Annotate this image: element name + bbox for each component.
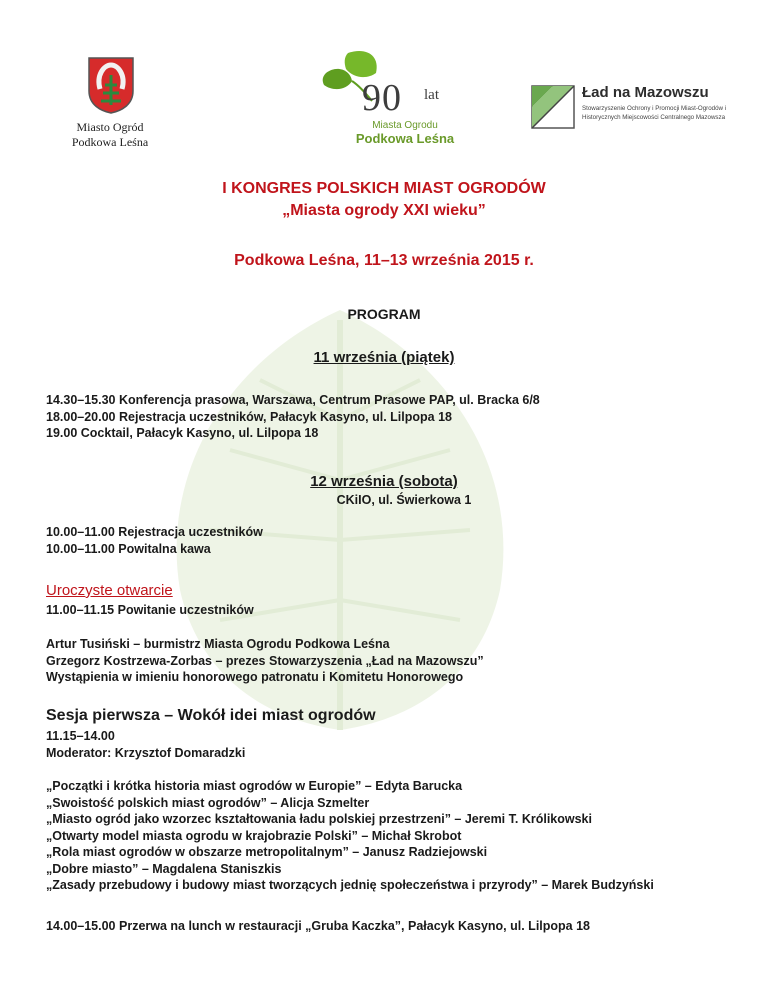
- list-item: 14.00–15.00 Przerwa na lunch w restauracji „Gruba Kaczka”, Pałacyk Kasyno, ul. Lilpopa 18: [46, 919, 590, 933]
- ninety-number: 90: [362, 77, 402, 119]
- list-item: 10.00–11.00 Rejestracja uczestników: [46, 525, 263, 539]
- list-item: 18.00–20.00 Rejestracja uczestników, Pałacyk Kasyno, ul. Lilpopa 18: [46, 409, 452, 424]
- right-logo-title: Ład na Mazowszu: [582, 84, 709, 101]
- list-item: „Początki i krótka historia miast ogrodów w Europie” – Edyta Barucka: [46, 779, 463, 793]
- list-item: 11.00–11.15 Powitanie uczestników: [46, 603, 254, 617]
- lat-label: lat: [424, 87, 439, 103]
- session1-talks: [46, 778, 654, 894]
- list-item: „Dobre miasto” – Magdalena Staniszkis: [46, 861, 282, 876]
- right-logo-subtitle: Stowarzyszenie Ochrony i Promocji Miast-Ogrodów i Historycznych Miejscowości Centralnego Mazowsza: [582, 105, 727, 121]
- session-moderator: Moderator: Krzysztof Domaradzki: [46, 745, 246, 760]
- session1-meta: [46, 728, 245, 761]
- lad-na-mazowszu-icon: [531, 85, 575, 129]
- program-heading: PROGRAM: [347, 306, 421, 322]
- list-item: „Otwarty model miasta ogrodu w krajobrazie Polski” – Michał Skrobot: [46, 828, 462, 843]
- day1-heading: 11 września (piątek): [313, 349, 455, 366]
- list-item: „Zasady przebudowy i budowy miast tworzących jednię społeczeństwa i przyrody” – Marek Budzyński: [46, 878, 654, 892]
- session-time: 11.15–14.00: [46, 729, 115, 743]
- opening-heading: Uroczyste otwarcie: [46, 582, 173, 599]
- day2-items: [46, 524, 263, 557]
- header: [0, 0, 768, 160]
- list-item: Artur Tusiński – burmistrz Miasta Ogrodu Podkowa Leśna: [46, 637, 390, 651]
- day2-venue: CKiIO, ul. Świerkowa 1: [336, 493, 472, 507]
- day1-items: [46, 392, 540, 442]
- list-item: 19.00 Cocktail, Pałacyk Kasyno, ul. Lilpopa 18: [46, 426, 319, 440]
- congress-title: I KONGRES POLSKICH MIAST OGRODÓW: [222, 180, 546, 197]
- list-item: „Swoistość polskich miast ogrodów” – Alicja Szmelter: [46, 795, 370, 810]
- list-item: „Rola miast ogrodów w obszarze metropolitalnym” – Janusz Radziejowski: [46, 845, 488, 859]
- opening-time: [46, 602, 254, 619]
- list-item: Wystąpienia w imieniu honorowego patronatu i Komitetu Honorowego: [46, 670, 464, 684]
- list-item: Grzegorz Kostrzewa-Zorbas – prezes Stowarzyszenia „Ład na Mazowszu”: [46, 653, 484, 668]
- opening-speakers: [46, 636, 484, 686]
- coat-of-arms-icon: [86, 55, 136, 115]
- place-date: Podkowa Leśna, 11–13 września 2015 r.: [234, 252, 534, 269]
- list-item: 14.30–15.30 Konferencja prasowa, Warszawa, Centrum Prasowe PAP, ul. Bracka 6/8: [46, 393, 540, 407]
- list-item: 10.00–11.00 Powitalna kawa: [46, 541, 211, 556]
- day2-heading: 12 września (sobota): [310, 473, 458, 490]
- list-item: „Miasto ogród jako wzorzec kształtowania ładu polskiej przestrzeni” – Jeremi T. Królikowski: [46, 812, 592, 826]
- left-logo-line2: Podkowa Leśna: [71, 135, 149, 149]
- congress-subtitle: „Miasta ogrody XXI wieku”: [282, 202, 486, 219]
- left-logo-text: [55, 120, 165, 150]
- center-logo-line2: Podkowa Leśna: [355, 131, 455, 146]
- left-logo-line1: Miasto Ogród: [76, 120, 144, 134]
- center-logo-line1: Miasta Ogrodu: [372, 120, 438, 131]
- lunch-break: [46, 918, 590, 935]
- session1-heading: Sesja pierwsza – Wokół idei miast ogrodów: [46, 707, 376, 724]
